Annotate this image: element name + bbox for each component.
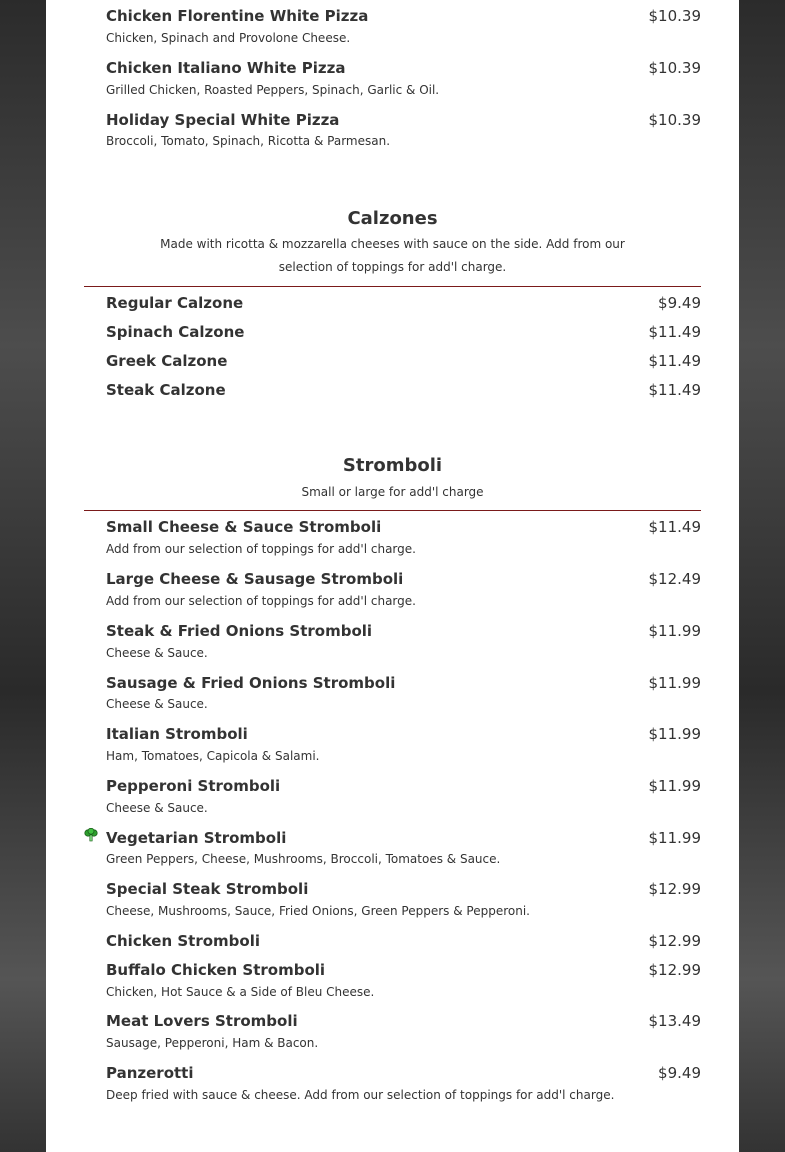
item-name: Holiday Special White Pizza: [106, 111, 340, 129]
item-description: Cheese & Sauce.: [106, 646, 208, 660]
item-price: $12.99: [648, 961, 701, 979]
item-name: Spinach Calzone: [106, 323, 245, 341]
broccoli-icon: [84, 828, 98, 842]
item-name: Steak & Fried Onions Stromboli: [106, 622, 373, 640]
item-name: Large Cheese & Sausage Stromboli: [106, 570, 404, 588]
item-name: Sausage & Fried Onions Stromboli: [106, 674, 396, 692]
item-description: Chicken, Spinach and Provolone Cheese.: [106, 31, 351, 45]
background-right: [739, 0, 785, 1152]
item-price: $13.49: [648, 1012, 701, 1030]
item-price: $11.99: [648, 622, 701, 640]
item-description: Sausage, Pepperoni, Ham & Bacon.: [106, 1036, 319, 1050]
item-price: $11.49: [648, 518, 701, 536]
section-title-calzones: Calzones: [347, 208, 438, 229]
section-description-stromboli: Small or large for add'l charge: [301, 485, 484, 499]
item-description: Chicken, Hot Sauce & a Side of Bleu Cheese.: [106, 985, 375, 999]
item-name: Small Cheese & Sauce Stromboli: [106, 518, 382, 536]
item-name: Chicken Florentine White Pizza: [106, 7, 369, 25]
item-price: $11.49: [648, 352, 701, 370]
item-name: Vegetarian Stromboli: [106, 829, 287, 847]
item-name: Chicken Stromboli: [106, 932, 260, 950]
item-description: Add from our selection of toppings for add'l charge.: [106, 542, 416, 556]
section-description-calzones: [156, 233, 629, 279]
item-name: Greek Calzone: [106, 352, 228, 370]
item-description: Cheese & Sauce.: [106, 801, 208, 815]
item-price: $10.39: [648, 59, 701, 77]
item-price: $9.49: [658, 1064, 701, 1082]
item-price: $11.99: [648, 829, 701, 847]
section-title-stromboli: Stromboli: [342, 455, 443, 476]
item-description: Green Peppers, Cheese, Mushrooms, Broccoli, Tomatoes & Sauce.: [106, 852, 501, 866]
section-divider: [84, 286, 701, 287]
menu-page: [46, 0, 739, 1152]
item-name: Regular Calzone: [106, 294, 244, 312]
item-description: Deep fried with sauce & cheese. Add from our selection of toppings for add'l charge.: [106, 1088, 615, 1102]
item-description: Cheese & Sauce.: [106, 697, 208, 711]
item-price: $11.99: [648, 777, 701, 795]
item-name: Buffalo Chicken Stromboli: [106, 961, 326, 979]
item-name: Steak Calzone: [106, 381, 226, 399]
item-price: $10.39: [648, 111, 701, 129]
item-name: Chicken Italiano White Pizza: [106, 59, 346, 77]
item-price: $9.49: [658, 294, 701, 312]
section-divider: [84, 510, 701, 511]
section-description-line: selection of toppings for add'l charge.: [278, 260, 507, 274]
item-name: Panzerotti: [106, 1064, 194, 1082]
background-left: [0, 0, 46, 1152]
item-price: $12.99: [648, 932, 701, 950]
item-description: Cheese, Mushrooms, Sauce, Fried Onions, Green Peppers & Pepperoni.: [106, 904, 530, 918]
item-name: Italian Stromboli: [106, 725, 248, 743]
item-price: $11.99: [648, 674, 701, 692]
item-name: Pepperoni Stromboli: [106, 777, 281, 795]
item-price: $11.99: [648, 725, 701, 743]
item-price: $12.49: [648, 570, 701, 588]
item-name: Special Steak Stromboli: [106, 880, 309, 898]
item-price: $11.49: [648, 323, 701, 341]
item-description: Ham, Tomatoes, Capicola & Salami.: [106, 749, 320, 763]
item-description: Add from our selection of toppings for add'l charge.: [106, 594, 416, 608]
item-price: $12.99: [648, 880, 701, 898]
section-description-line: Made with ricotta & mozzarella cheeses with sauce on the side. Add from our: [160, 237, 625, 251]
item-price: $10.39: [648, 7, 701, 25]
item-description: Grilled Chicken, Roasted Peppers, Spinach, Garlic & Oil.: [106, 83, 440, 97]
item-description: Broccoli, Tomato, Spinach, Ricotta & Parmesan.: [106, 134, 391, 148]
item-price: $11.49: [648, 381, 701, 399]
item-name: Meat Lovers Stromboli: [106, 1012, 298, 1030]
